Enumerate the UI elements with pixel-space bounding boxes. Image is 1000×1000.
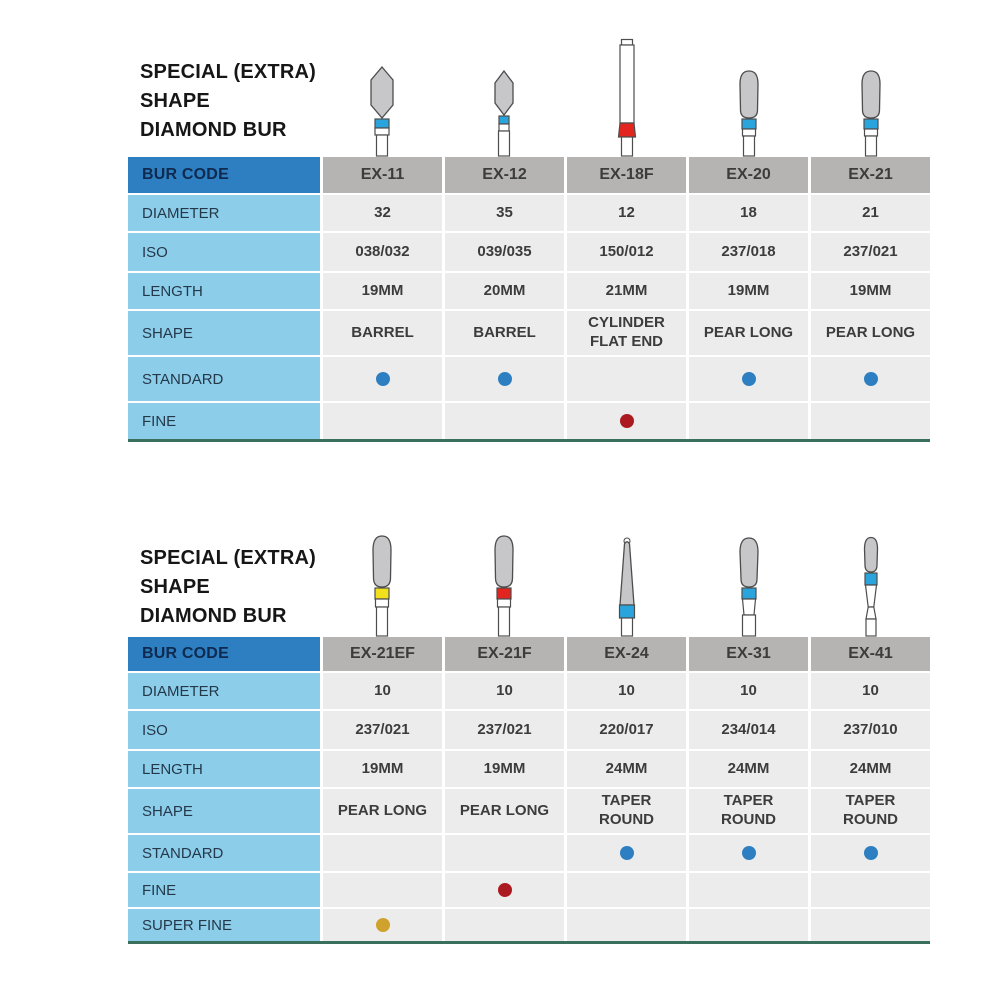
pear-long-bur-icon — [849, 68, 893, 157]
title-line: SPECIAL (EXTRA) — [140, 547, 316, 569]
iso-cell: 237/021 — [323, 711, 442, 749]
length-cell: 19MM — [689, 273, 808, 309]
row-label-iso: ISO — [128, 233, 320, 271]
taper-round-bur-icon — [727, 535, 771, 637]
standard-cell — [689, 835, 808, 871]
row-label-length: LENGTH — [128, 751, 320, 787]
title-line: SHAPE — [140, 576, 210, 598]
row-label-shape: SHAPE — [128, 311, 320, 355]
taper-round-small-bur-icon — [849, 535, 893, 637]
title-line: SHAPE — [140, 90, 210, 112]
standard-cell — [689, 357, 808, 401]
shape-cell: BARREL — [323, 311, 442, 355]
standard-dot — [864, 846, 878, 860]
length-cell: 19MM — [323, 273, 442, 309]
shape-cell: TAPER ROUND — [567, 789, 686, 833]
iso-cell: 237/010 — [811, 711, 930, 749]
shape-cell: PEAR LONG — [445, 789, 564, 833]
section1-bur-illustrations — [0, 36, 1000, 157]
row-label-iso: ISO — [128, 711, 320, 749]
standard-cell — [323, 835, 442, 871]
super-fine-cell — [811, 909, 930, 941]
super-fine-cell — [323, 909, 442, 941]
fine-dot — [620, 414, 634, 428]
column-header-cell: EX-11 — [323, 157, 442, 193]
iso-cell: 237/021 — [445, 711, 564, 749]
diameter-cell: 10 — [689, 673, 808, 709]
super-fine-cell — [567, 909, 686, 941]
row-label-standard: STANDARD — [128, 357, 320, 401]
row-label-shape: SHAPE — [128, 789, 320, 833]
diameter-cell: 10 — [567, 673, 686, 709]
column-header-cell: EX-21F — [445, 637, 564, 671]
fine-cell — [445, 873, 564, 907]
diameter-cell: 21 — [811, 195, 930, 231]
title-line: DIAMOND BUR — [140, 119, 287, 141]
standard-dot — [742, 846, 756, 860]
bur-ex-11 — [360, 65, 404, 157]
super-fine-cell — [689, 909, 808, 941]
row-label-bur-code: BUR CODE — [128, 157, 320, 193]
length-cell: 24MM — [811, 751, 930, 787]
standard-cell — [445, 835, 564, 871]
shape-cell: PEAR LONG — [323, 789, 442, 833]
diameter-cell: 12 — [567, 195, 686, 231]
shape-cell: TAPER ROUND — [811, 789, 930, 833]
standard-cell — [567, 835, 686, 871]
bur-ex-31 — [727, 535, 771, 637]
bur-ex-12 — [482, 65, 526, 157]
row-label-diameter: DIAMETER — [128, 673, 320, 709]
standard-dot — [498, 372, 512, 386]
title-line: SPECIAL (EXTRA) — [140, 61, 316, 83]
diameter-cell: 10 — [323, 673, 442, 709]
length-cell: 20MM — [445, 273, 564, 309]
standard-dot — [864, 372, 878, 386]
standard-cell — [567, 357, 686, 401]
column-header-cell: EX-12 — [445, 157, 564, 193]
standard-cell — [811, 357, 930, 401]
pear-long-bur-icon — [482, 532, 526, 637]
taper-long-bur-icon — [605, 537, 649, 637]
row-label-diameter: DIAMETER — [128, 195, 320, 231]
standard-dot — [742, 372, 756, 386]
length-cell: 21MM — [567, 273, 686, 309]
length-cell: 19MM — [445, 751, 564, 787]
barrel-bur-icon — [360, 65, 404, 157]
iso-cell: 237/018 — [689, 233, 808, 271]
length-cell: 19MM — [323, 751, 442, 787]
bur-ex-18f — [605, 38, 649, 157]
fine-cell — [689, 403, 808, 439]
super-fine-cell — [445, 909, 564, 941]
iso-cell: 150/012 — [567, 233, 686, 271]
fine-cell — [445, 403, 564, 439]
title-line: DIAMOND BUR — [140, 605, 287, 627]
row-label-bur-code: BUR CODE — [128, 637, 320, 671]
column-header-cell: EX-21EF — [323, 637, 442, 671]
fine-cell — [567, 873, 686, 907]
row-label-length: LENGTH — [128, 273, 320, 309]
row-label-fine: FINE — [128, 873, 320, 907]
column-header-cell: EX-41 — [811, 637, 930, 671]
super-fine-dot — [376, 918, 390, 932]
iso-cell: 220/017 — [567, 711, 686, 749]
section1-spec-table — [128, 157, 930, 442]
bur-ex-20 — [727, 68, 771, 157]
barrel-bur-icon — [482, 65, 526, 157]
column-header-cell: EX-20 — [689, 157, 808, 193]
pear-long-bur-icon — [360, 532, 404, 637]
section2-spec-table — [128, 637, 930, 944]
bur-ex-21ef — [360, 532, 404, 637]
fine-cell — [811, 403, 930, 439]
shape-cell: TAPER ROUND — [689, 789, 808, 833]
length-cell: 24MM — [567, 751, 686, 787]
iso-cell: 039/035 — [445, 233, 564, 271]
iso-cell: 234/014 — [689, 711, 808, 749]
diameter-cell: 18 — [689, 195, 808, 231]
bur-ex-24 — [605, 537, 649, 637]
fine-cell — [811, 873, 930, 907]
length-cell: 19MM — [811, 273, 930, 309]
section2-bur-illustrations — [0, 516, 1000, 637]
shape-cell: BARREL — [445, 311, 564, 355]
diameter-cell: 10 — [811, 673, 930, 709]
diameter-cell: 35 — [445, 195, 564, 231]
row-label-fine: FINE — [128, 403, 320, 439]
shape-cell: PEAR LONG — [689, 311, 808, 355]
fine-dot — [498, 883, 512, 897]
iso-cell: 038/032 — [323, 233, 442, 271]
pear-long-bur-icon — [727, 68, 771, 157]
bur-ex-21 — [849, 68, 893, 157]
diameter-cell: 32 — [323, 195, 442, 231]
bur-ex-21f — [482, 532, 526, 637]
standard-cell — [445, 357, 564, 401]
shape-cell: PEAR LONG — [811, 311, 930, 355]
cylinder-flat-end-bur-icon — [605, 38, 649, 157]
iso-cell: 237/021 — [811, 233, 930, 271]
column-header-cell: EX-21 — [811, 157, 930, 193]
fine-cell — [689, 873, 808, 907]
bur-ex-41 — [849, 535, 893, 637]
standard-cell — [811, 835, 930, 871]
column-header-cell: EX-18F — [567, 157, 686, 193]
standard-dot — [376, 372, 390, 386]
standard-cell — [323, 357, 442, 401]
row-label-standard: STANDARD — [128, 835, 320, 871]
column-header-cell: EX-24 — [567, 637, 686, 671]
shape-cell: CYLINDER FLAT END — [567, 311, 686, 355]
length-cell: 24MM — [689, 751, 808, 787]
diameter-cell: 10 — [445, 673, 564, 709]
standard-dot — [620, 846, 634, 860]
fine-cell — [567, 403, 686, 439]
row-label-super-fine: SUPER FINE — [128, 909, 320, 941]
column-header-cell: EX-31 — [689, 637, 808, 671]
fine-cell — [323, 403, 442, 439]
fine-cell — [323, 873, 442, 907]
